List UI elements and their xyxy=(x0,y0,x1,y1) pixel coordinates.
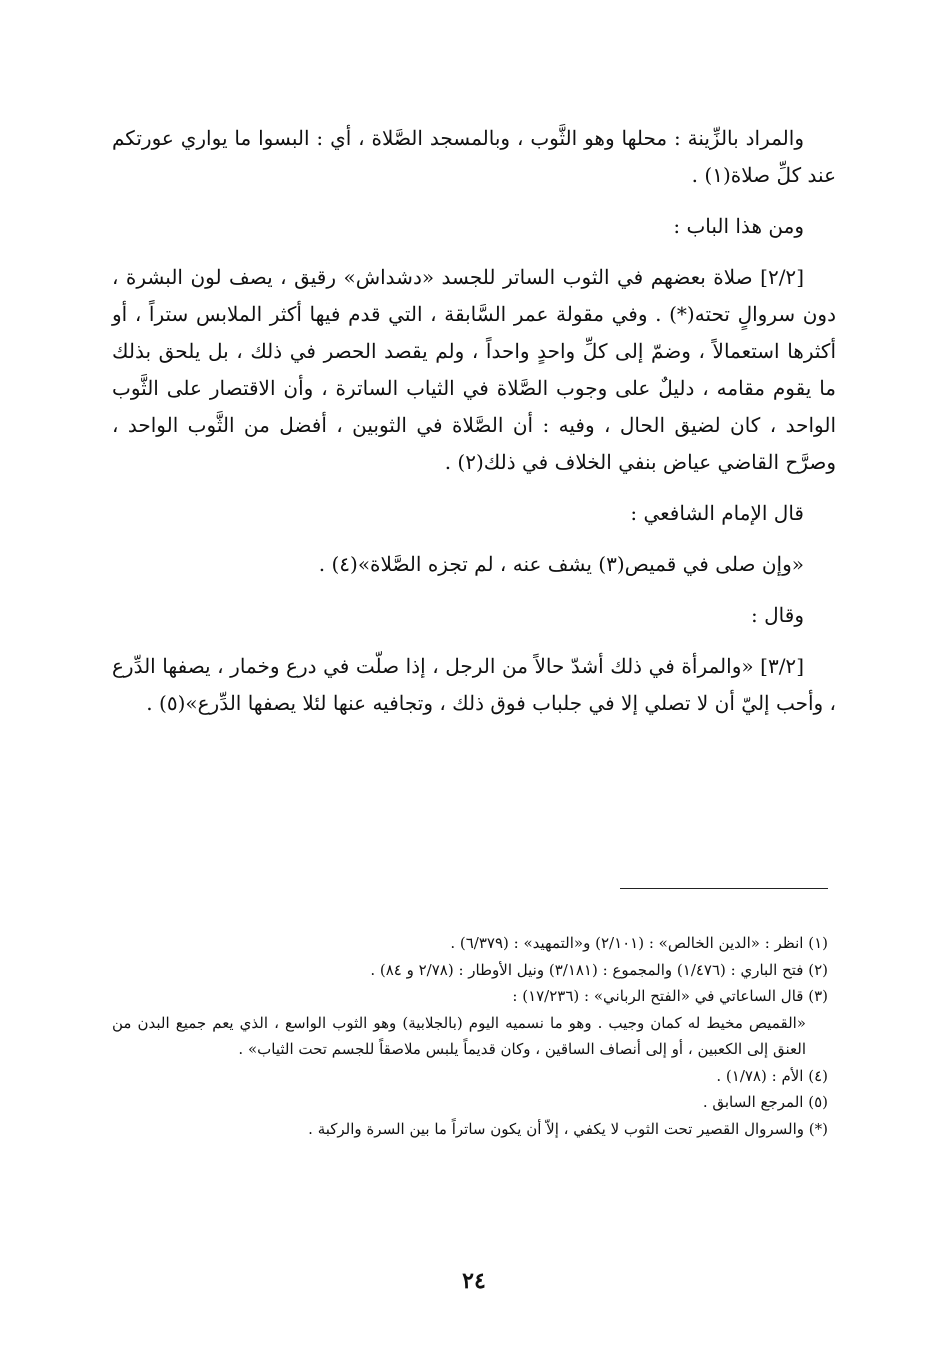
footnote-1: (١) انظر : «الدين الخالص» : (٢/١٠١) و«التمهيد» : (٦/٣٧٩) . xyxy=(450,934,828,952)
footnote-divider xyxy=(620,888,828,889)
paragraph-heading-bab: ومن هذا الباب : xyxy=(673,214,804,238)
paragraph-zeenah: والمراد بالزِّينة : محلها وهو الثَّوب ، وبالمسجد الصَّلاة ، أي : البسوا ما يواري عورتكم عند كلِّ صلاة(١) . xyxy=(112,126,836,187)
paragraph-2-3: [٣/٢] «والمرأة في ذلك أشدّ حالاً من الرجل ، إذا صلّت في درع وخمار ، يصفها الدِّرع ، وأحب إليّ أن لا تصلي إلا في جلباب فوق ذلك ، وتجافيه عنها لئلا يصفها الدِّرع»(٥) . xyxy=(112,654,836,715)
main-text xyxy=(112,120,836,722)
paragraph-shafii-quote: «وإن صلى في قميص(٣) يشف عنه ، لم تجزه الصَّلاة»(٤) . xyxy=(318,552,804,576)
footnote-3-quote: «القميص مخيط له كمان وجيب . وهو ما نسميه اليوم (بالجلابية) وهو الثوب الواسع ، الذي يعم جميع البدن من العنق إلى الكعبين ، أو إلى أنصاف الساقين ، وكان قديماً يلبس ملاصقاً للجسم تحت الثياب» . xyxy=(112,1013,806,1058)
footnote-star: (*) والسروال القصير تحت الثوب لا يكفي ، إلاّ أن يكون ساتراً ما بين السرة والركبة . xyxy=(308,1119,828,1138)
footnote-4: (٤) الأم : (١/٧٨) . xyxy=(716,1066,828,1085)
paragraph-2-2: [٢/٢] صلاة بعضهم في الثوب الساتر للجسد «دشداش» رقيق ، يصف لون البشرة ، دون سروالٍ تحته(*) . وفي مقولة عمر السَّابقة ، التي قدم فيها أكثر الملابس ستراً ، أو أكثرها استعمالاً ، وضمّ إلى كلِّ واحدٍ واحداً ، ولم يقصد الحصر في ذلك ، بل يلحق بذلك ما يقوم مقامه ، دليلٌ على وجوب الصَّلاة في الثياب الساترة ، وأن الاقتصار على الثَّوب الواحد ، كان لضيق الحال ، وفيه : أن الصَّلاة في الثوبين ، أفضل من الثَّوب الواحد ، وصرَّح القاضي عياض بنفي الخلاف في ذلك(٢) . xyxy=(112,265,836,474)
footnotes xyxy=(112,930,828,1142)
page-number: ٢٤ xyxy=(462,1268,486,1294)
footnote-3: (٣) قال الساعاتي في «الفتح الرباني» : (١٧/٢٣٦) : xyxy=(512,987,828,1005)
paragraph-shafii-label: قال الإمام الشافعي : xyxy=(630,501,804,525)
footnote-5: (٥) المرجع السابق . xyxy=(702,1093,828,1111)
paragraph-qal: وقال : xyxy=(751,603,804,627)
footnote-2: (٢) فتح الباري : (١/٤٧٦) والمجموع : (٣/١٨١) ونيل الأوطار : (٢/٧٨ و ٨٤) . xyxy=(370,960,828,979)
